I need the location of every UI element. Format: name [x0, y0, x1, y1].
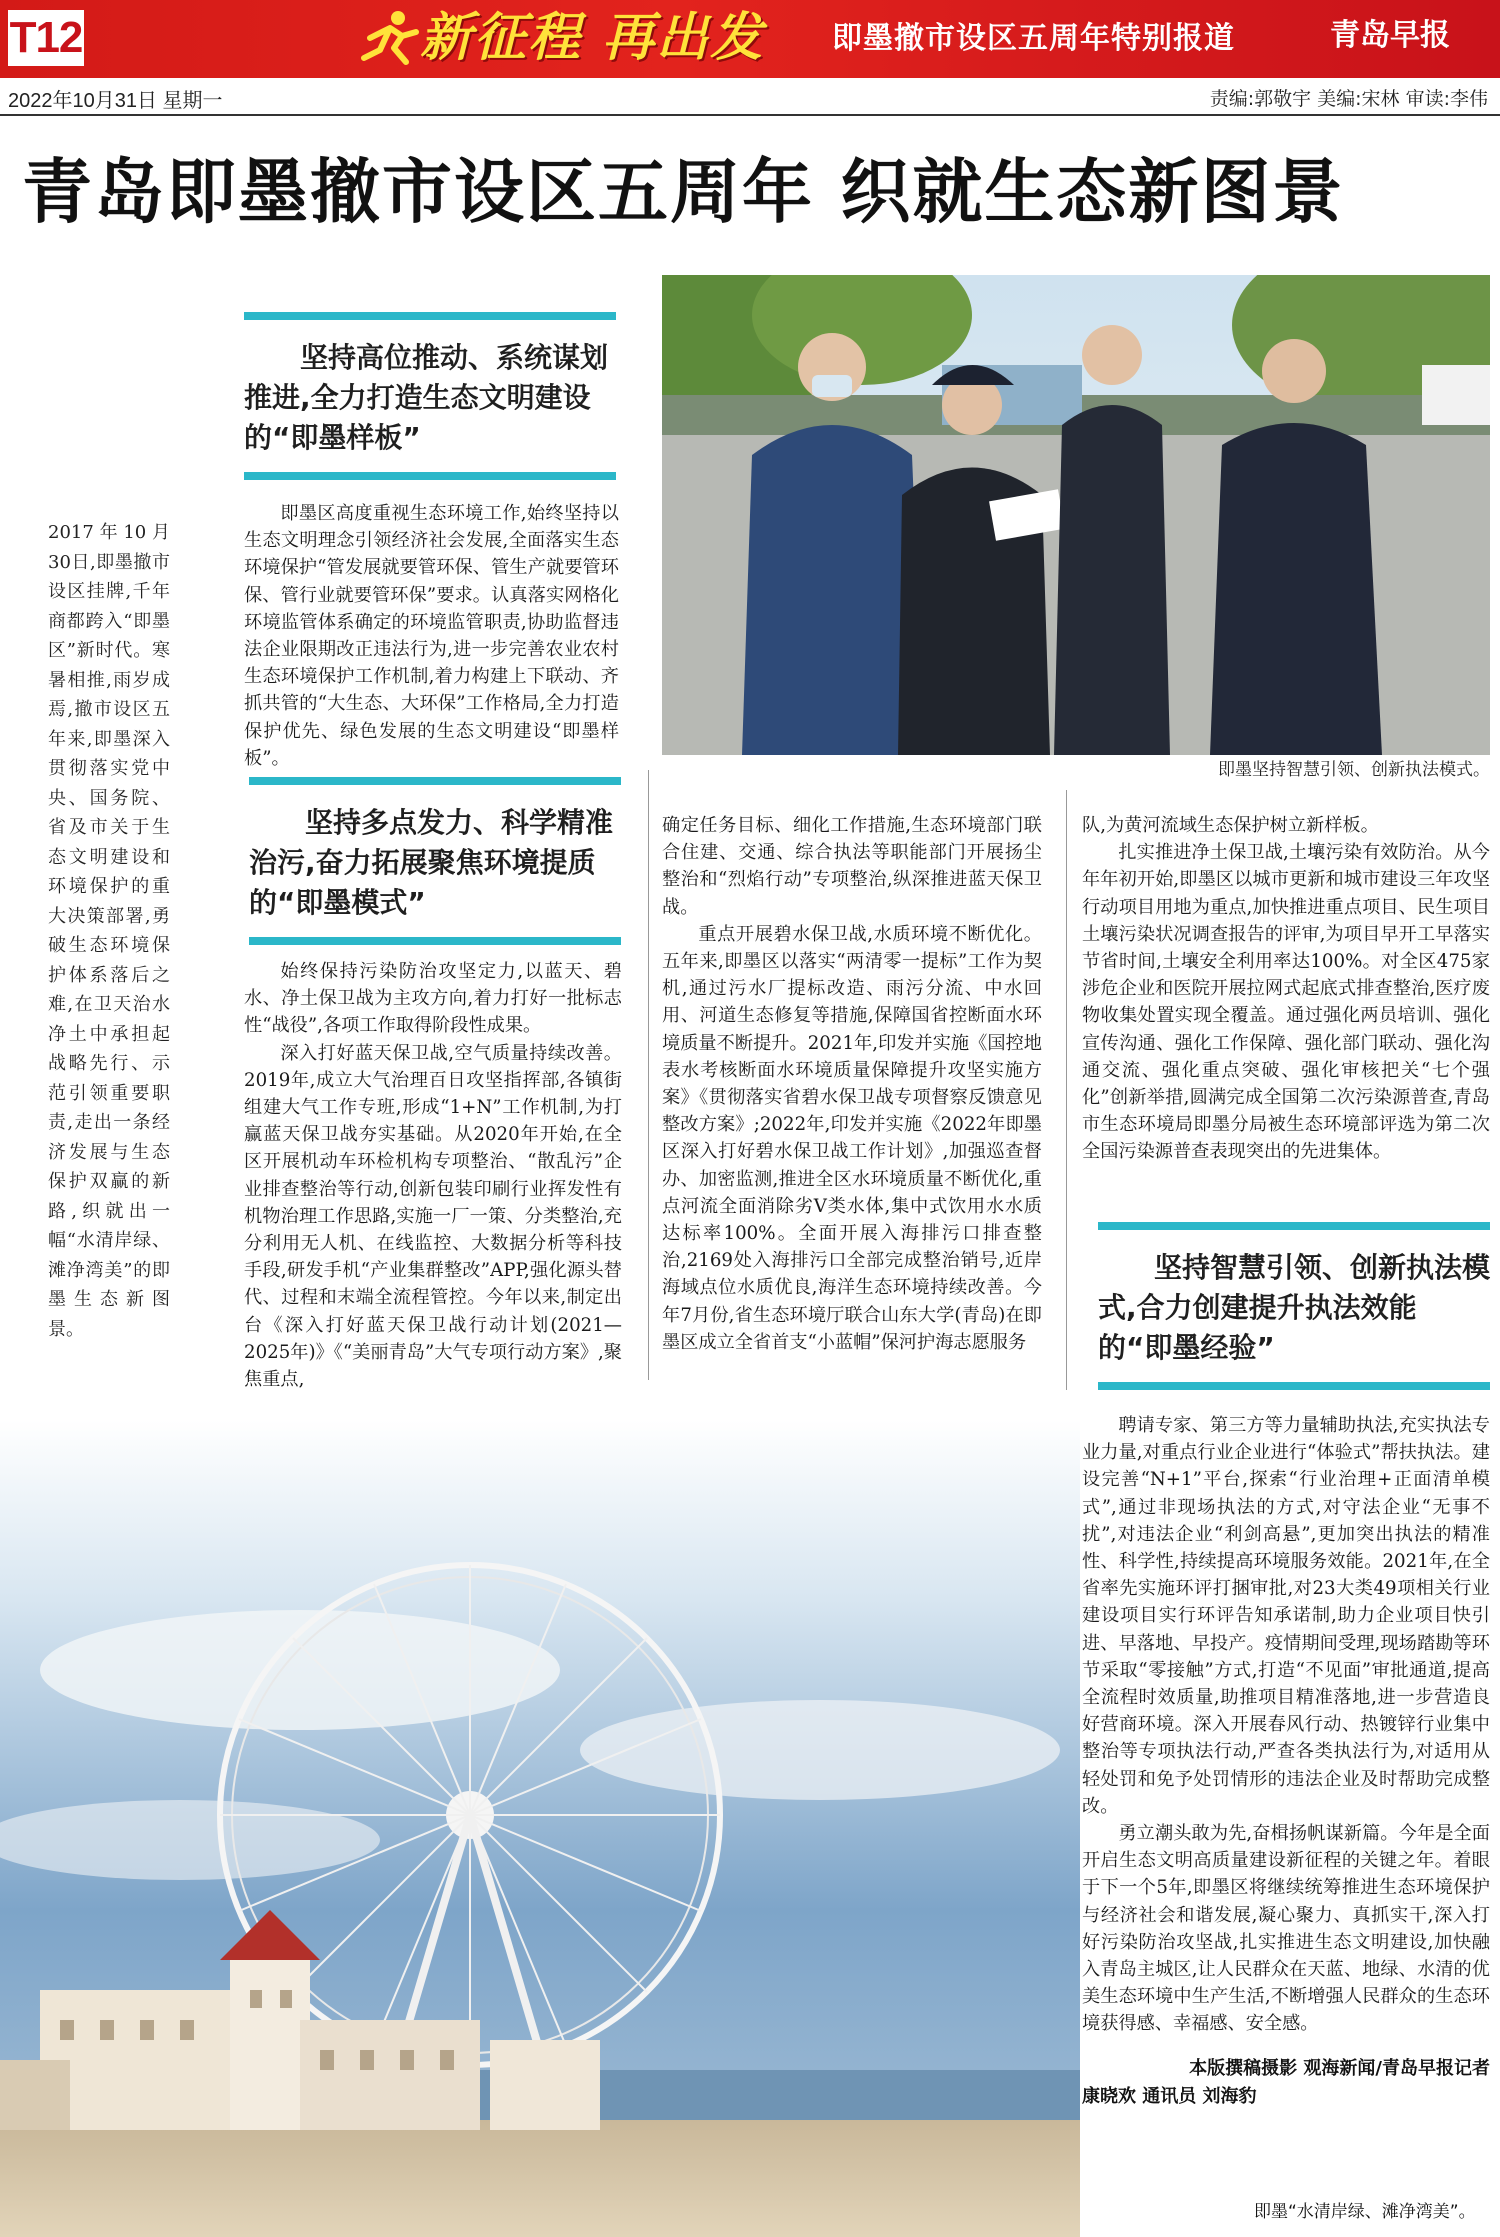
heading-rule	[1098, 1382, 1490, 1390]
bottom-photo-caption: 即墨“水清岸绿、滩净湾美”。	[1244, 2198, 1486, 2226]
paragraph: 即墨区高度重视生态环境工作,始终坚持以生态文明理念引领经济社会发展,全面落实生态环境保护“管发展就要管环保、管生产就要管环保、管行业就要管环保”要求。认真落实网格化环境监管体系确定的环境监管职责,协助监督违法企业限期改正违法行为,进一步完善农业农村生态环境保护工作机制,着力构建上下联动、齐抓共管的“大生态、大环保”工作格局,全力打造保护优先、绿色发展的生态文明建设“即墨样板”。	[244, 503, 619, 769]
paragraph: 深入打好蓝天保卫战,空气质量持续改善。2019年,成立大气治理百日攻坚指挥部,各镇街组建大气工作专班,形成“1+N”工作机制,为打赢蓝天保卫战夯实基础。从2020年开始,在全区开展机动车环检机构专项整治、“散乱污”企业排查整治等行动,创新包装印刷行业挥发性有机物治理工作思路,实施一厂一策、分类整治,充分利用无人机、在线监控、大数据分析等科技手段,研发手机“产业集群整改”APP,强化源头替代、过程和末端全流程管控。今年以来,制定出台《深入打好蓝天保卫战行动计划(2021—2025年)》《“美丽青岛”大气专项行动方案》,聚焦重点,	[244, 1042, 622, 1391]
paragraph: 始终保持污染防治攻坚定力,以蓝天、碧水、净土保卫战为主攻方向,着力打好一批标志性“战役”,各项工作取得阶段性成果。	[244, 961, 622, 1037]
section-1-body	[244, 500, 619, 772]
enforcement-photo	[662, 275, 1490, 755]
paragraph: 确定任务目标、细化工作措施,生态环境部门联合住建、交通、综合执法等职能部门开展扬尘整治和“烈焰行动”专项整治,纵深推进蓝天保卫战。	[662, 815, 1042, 918]
paragraph: 勇立潮头敢为先,奋楫扬帆谋新篇。今年是全面开启生态文明高质量建设新征程的关键之年。着眼于下一个5年,即墨区将继续统筹推进生态环境保护与经济社会和谐发展,凝心聚力、真抓实干,深入打好污染防治攻坚战,扎实推进生态文明建设,加快融入青岛主城区,让人民群众在天蓝、地绿、水清的优美生态环境中生产生活,不断增强人民群众的生态环境获得感、幸福感、安全感。	[1082, 1823, 1490, 2035]
enforcement-photo-illustration	[662, 275, 1490, 755]
middle-column-body	[662, 812, 1042, 1356]
heading-rule	[249, 777, 621, 785]
heading-rule	[244, 312, 616, 320]
section-1-title: 坚持高位推动、系统谋划推进,全力打造生态文明建设的“即墨样板”	[244, 341, 609, 454]
top-photo-caption: 即墨坚持智慧引领、创新执法模式。	[1218, 760, 1490, 780]
section-1-heading	[244, 312, 616, 480]
section-3-body	[1082, 1412, 1490, 2038]
editor-credits: 责编:郭敬宇 美编:宋林 审读:李伟	[1209, 88, 1488, 110]
intro-sidebar: 2017年10月30日,即墨撤市设区挂牌,千年商都跨入“即墨区”新时代。寒暑相推,雨岁成焉,撤市设区五年来,即墨深入贯彻落实党中央、国务院、省及市关于生态文明建设和环境保护的重大决策部署,勇破生态环境保护体系落后之难,在卫天治水净土中承担起战略先行、示范引领重要职责,走出一条经济发展与生态保护双赢的新路,织就出一幅“水清岸绿、滩净湾美”的即墨生态新图景。	[48, 522, 170, 1340]
section-2-body	[244, 958, 622, 1393]
special-report-title: 即墨撤市设区五周年特别报道	[832, 21, 1235, 56]
ferris-wheel-illustration	[0, 1420, 1080, 2237]
section-2-heading	[249, 777, 621, 945]
byline	[1082, 2055, 1490, 2111]
byline-line: 康晓欢 通讯员 刘海豹	[1082, 2086, 1257, 2107]
paragraph: 重点开展碧水保卫战,水质环境不断优化。五年来,即墨区以落实“两清零一提标”工作为契机,通过污水厂提标改造、雨污分流、中水回用、河道生态修复等措施,保障国省控断面水环境质量不断提升。2021年,印发并实施《国控地表水考核断面水环境质量保障提升攻坚实施方案》《贯彻落实省碧水保卫战专项督察反馈意见整改方案》;2022年,印发并实施《2022年即墨区深入打好碧水保卫战工作计划》,加强巡查督办、加密监测,推进全区水环境质量不断优化,重点河流全面消除劣V类水体,集中式饮用水水质达标率100%。全面开展入海排污口排查整治,2169处入海排污口全部完成整治销号,近岸海域点位水质优良,海洋生态环境持续改善。今年7月份,省生态环境厅联合山东大学(青岛)在即墨区成立全省首支“小蓝帽”保河护海志愿服务	[662, 923, 1042, 1353]
paragraph: 队,为黄河流域生态保护树立新样板。	[1082, 815, 1379, 836]
section-2-title: 坚持多点发力、科学精准治污,奋力拓展聚焦环境提质的“即墨模式”	[249, 806, 614, 919]
page-number: T12	[8, 10, 84, 66]
main-headline: 青岛即墨撤市设区五周年 织就生态新图景	[22, 150, 1345, 233]
right-column-body	[1082, 812, 1490, 1166]
runner-icon	[350, 8, 420, 70]
top-rule	[0, 114, 1500, 116]
dateline: 2022年10月31日 星期一	[8, 90, 223, 112]
section-3-heading	[1098, 1222, 1490, 1390]
heading-rule	[249, 937, 621, 945]
header-banner	[0, 0, 1500, 78]
heading-rule	[1098, 1222, 1490, 1230]
banner-slogan: 新征程 再出发	[420, 8, 765, 68]
column-divider	[1066, 790, 1067, 1390]
byline-line: 本版撰稿摄影 观海新闻/青岛早报记者	[1189, 2058, 1490, 2079]
ferris-wheel-photo	[0, 1420, 1080, 2237]
column-divider	[648, 770, 649, 1380]
paragraph: 扎实推进净土保卫战,土壤污染有效防治。从今年年初开始,即墨区以城市更新和城市建设三年攻坚行动项目用地为重点,加快推进重点项目、民生项目土壤污染状况调查报告的评审,为项目早开工早落实节省时间,土壤安全利用率达100%。对全区475家涉危企业和医院开展拉网式起底式排查整治,医疗废物收集处置实现全覆盖。通过强化两员培训、强化宣传沟通、强化工作保障、强化部门联动、强化沟通交流、强化重点突破、强化审核把关“七个强化”创新举措,圆满完成全国第二次污染源普查,青岛市生态环境局即墨分局被生态环境部评选为第二次全国污染源普查表现突出的先进集体。	[1082, 842, 1490, 1163]
heading-rule	[244, 472, 616, 480]
paragraph: 聘请专家、第三方等力量辅助执法,充实执法专业力量,对重点行业企业进行“体验式”帮扶执法。建设完善“N+1”平台,探索“行业治理+正面清单模式”,通过非现场执法的方式,对守法企业“无事不扰”,对违法企业“利剑高悬”,更加突出执法的精准性、科学性,持续提高环境服务效能。2021年,在全省率先实施环评打捆审批,对23大类49项相关行业建设项目实行环评告知承诺制,助力企业项目快引进、早落地、早投产。疫情期间受理,现场踏勘等环节采取“零接触”方式,打造“不见面”审批通道,提高全流程时效质量,助推项目精准落地,进一步营造良好营商环境。深入开展春风行动、热镀锌行业集中整治等专项执法行动,严查各类执法行为,对适用从轻处罚和免予处罚情形的违法企业及时帮助完成整改。	[1082, 1415, 1490, 1817]
section-3-title: 坚持智慧引领、创新执法模式,合力创建提升执法效能的“即墨经验”	[1098, 1251, 1491, 1364]
newspaper-logo: 青岛早报	[1330, 18, 1450, 53]
